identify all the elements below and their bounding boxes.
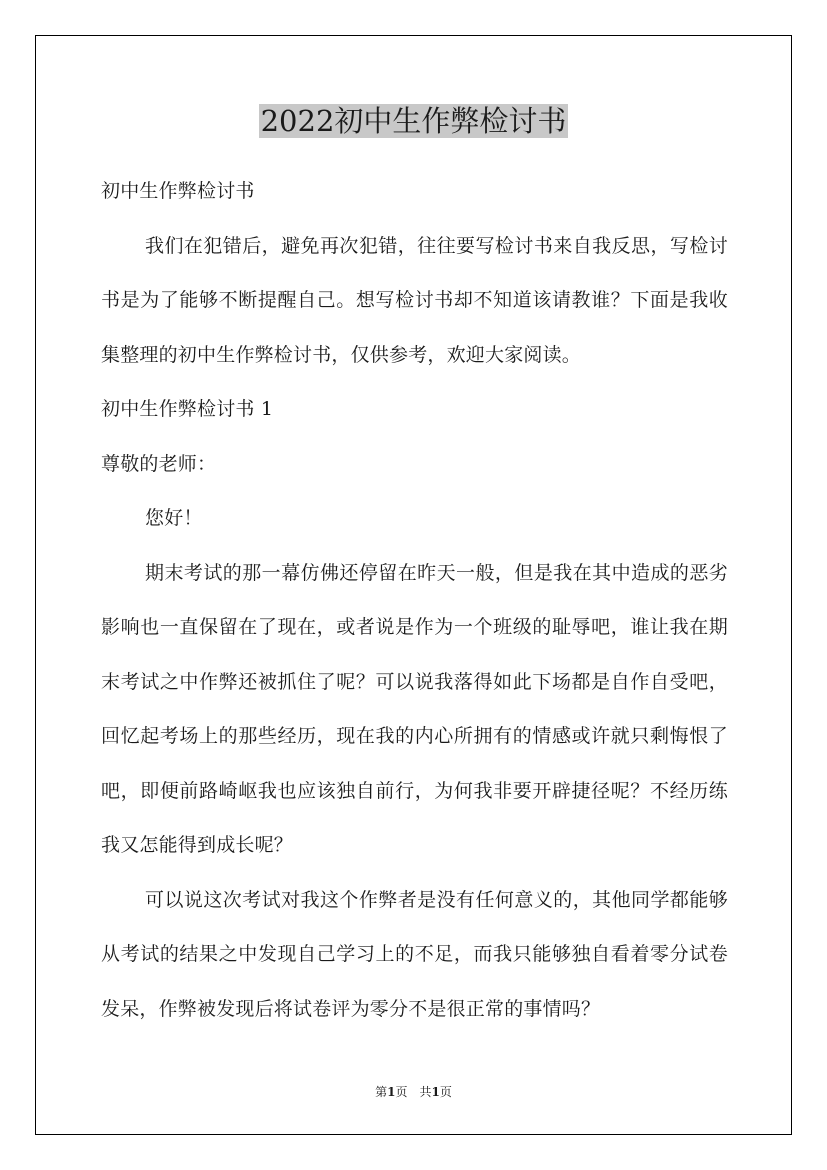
paragraph: 我们在犯错后，避免再次犯错，往往要写检讨书来自我反思，写检讨书是为了能够不断提醒自己。想写检讨书却不知道该请教谁？下面是我收集整理的初中生作弊检讨书，仅供参考，欢迎大家阅读。 — [101, 234, 728, 366]
paragraph: 尊敬的老师： — [101, 452, 217, 475]
footer-page-number: 1 — [387, 1085, 396, 1099]
paragraph: 您好！ — [145, 507, 203, 529]
footer-total-number: 1 — [431, 1085, 440, 1099]
document-title — [0, 97, 827, 145]
footer-total-suffix: 页 — [439, 1085, 452, 1099]
paragraph: 初中生作弊检讨书 1 — [101, 398, 274, 420]
document-title-text: 2022初中生作弊检讨书 — [260, 104, 567, 138]
footer-page-prefix: 第 — [375, 1085, 388, 1099]
paragraph: 初中生作弊检讨书 — [101, 180, 255, 202]
document-body — [101, 164, 728, 1036]
paragraph: 期末考试的那一幕仿佛还停留在昨天一般，但是我在其中造成的恶劣影响也一直保留在了现在，或者说是作为一个班级的耻辱吧，谁让我在期末考试之中作弊还被抓住了呢？可以说我落得如此下场都是自作自受吧，回忆起考场上的那些经历，现在我的内心所拥有的情感或许就只剩悔恨了吧，即便前路崎岖我也应该独自前行，为何我非要开辟捷径呢？不经历练我又怎能得到成长呢？ — [101, 561, 728, 856]
page-footer — [0, 1084, 827, 1100]
footer-page-suffix: 页 — [395, 1085, 408, 1099]
footer-total-prefix: 共 — [419, 1085, 432, 1099]
paragraph: 可以说这次考试对我这个作弊者是没有任何意义的，其他同学都能够从考试的结果之中发现自己学习上的不足，而我只能够独自看着零分试卷发呆，作弊被发现后将试卷评为零分不是很正常的事情吗？ — [101, 888, 728, 1020]
